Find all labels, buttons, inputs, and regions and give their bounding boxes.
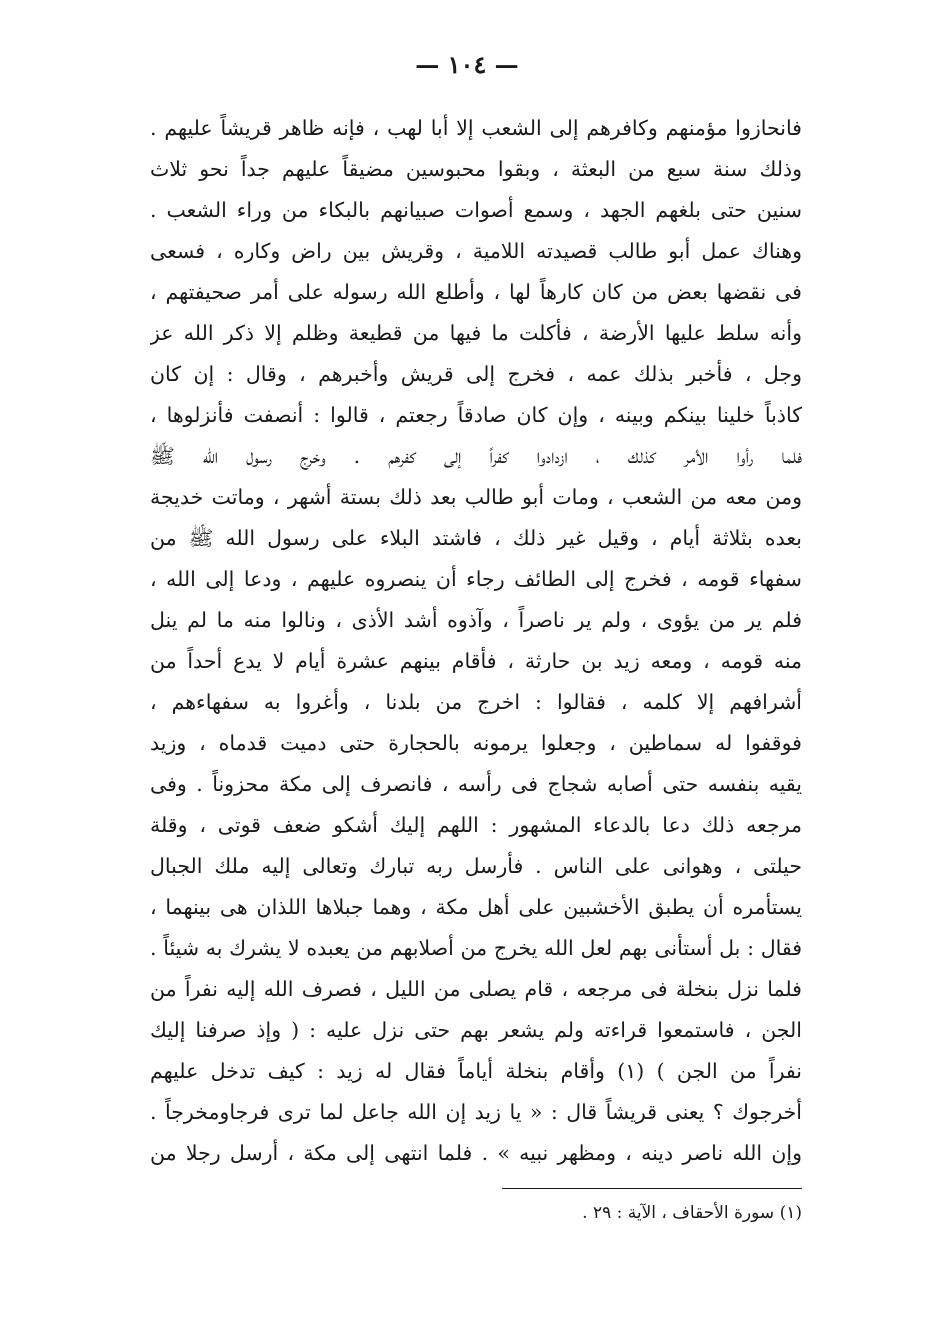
text-line: ومن معه من الشعب ، ومات أبو طالب بعد ذلك بستة أشهر ، وماتت خديجة [150,485,802,509]
text-line: حيلتى ، وهوانى على الناس . فأرسل ربه تبارك وتعالى إليه ملك الجبال [150,854,802,878]
text-line: فوقفوا له سماطين ، وجعلوا يرمونه بالحجارة حتى دميت قدماه ، وزيد [150,731,802,755]
text-line: وهناك عمل أبو طالب قصيدته اللامية ، وقريش بين راض وكاره ، فسعى [150,239,802,263]
text-line: كاذباً خلينا بينكم وبينه ، وإن كان صادقاً رجعتم ، قالوا : أنصفت فأنزلوها ، [150,403,802,427]
text-line: مرجعه ذلك دعا بالدعاء المشهور : اللهم إليك أشكو ضعف قوتى ، وقلة [150,813,802,837]
text-line: سفهاء قومه ، فخرج إلى الطائف رجاء أن ينصروه عليهم ، ودعا إلى الله ، [150,567,802,591]
text-line: منه قومه ، ومعه زيد بن حارثة ، فأقام بينهم عشرة أيام لا يدع أحداً من [150,649,802,673]
text-line: نفراً من الجن ) (١) وأقام بنخلة أياماً فقال له زيد : كيف تدخل عليهم [150,1059,802,1083]
text-line: يقيه بنفسه حتى أصابه شجاج فى رأسه ، فانصرف إلى مكة محزوناً . وفى [150,772,802,796]
text-line: فى نقضها بعض من كان كارهاً لها ، وأطلع الله رسوله على أمر صحيفتهم ، [150,280,802,304]
page-number: — ١٠٤ — [415,50,519,79]
text-line: بعده بثلاثة أيام ، وقيل غير ذلك ، فاشتد البلاء على رسول الله ﷺ من [150,526,802,550]
text-line: الجن ، فاستمعوا قراءته ولم يشعر بهم حتى نزل عليه : ( وإذ صرفنا إليك [150,1018,802,1042]
text-line: وأنه سلط عليها الأرضة ، فأكلت ما فيها من قطيعة وظلم إلا ذكر الله عز [150,321,802,345]
text-line: فلما نزل بنخلة فى مرجعه ، قام يصلى من الليل ، فصرف الله إليه نفراً من [150,977,802,1001]
text-line: فلما رأوا الأمر كذلك ، ازدادوا كفراً إلى كفرهم . وخرج رسول الله ﷺ [150,444,802,468]
footnote: (١) سورة الأحقاف ، الآية : ٢٩ . [582,1203,802,1223]
body-text [150,108,802,1174]
text-line: أشرافهم إلا كلمه ، فقالوا : اخرج من بلدنا ، وأغروا به سفهاءهم ، [150,690,802,714]
text-line: فانحازوا مؤمنهم وكافرهم إلى الشعب إلا أبا لهب ، فإنه ظاهر قريشاً عليهم . [150,116,802,140]
text-line: فلم ير من يؤوى ، ولم ير ناصراً ، وآذوه أشد الأذى ، ونالوا منه ما لم ينل [150,608,802,632]
text-line: فقال : بل أستأنى بهم لعل الله يخرج من أصلابهم من يعبده لا يشرك به شيئاً . [150,936,802,960]
text-line: وجل ، فأخبر بذلك عمه ، فخرج إلى قريش وأخبرهم ، وقال : إن كان [150,362,802,386]
footnote-divider [502,1188,802,1189]
text-line: وذلك سنة سبع من البعثة ، وبقوا محبوسين مضيقاً عليهم جداً نحو ثلاث [150,157,802,181]
text-line: سنين حتى بلغهم الجهد ، وسمع أصوات صبيانهم بالبكاء من وراء الشعب . [150,198,802,222]
text-line: وإن الله ناصر دينه ، ومظهر نبيه » . فلما انتهى إلى مكة ، أرسل رجلا من [150,1141,802,1165]
text-line: أخرجوك ؟ يعنى قريشاً قال : « يا زيد إن الله جاعل لما ترى فرجاومخرجاً . [150,1100,802,1124]
text-line: يستأمره أن يطبق الأخشبين على أهل مكة ، وهما جبلاها اللذان هى بينهما ، [150,895,802,919]
